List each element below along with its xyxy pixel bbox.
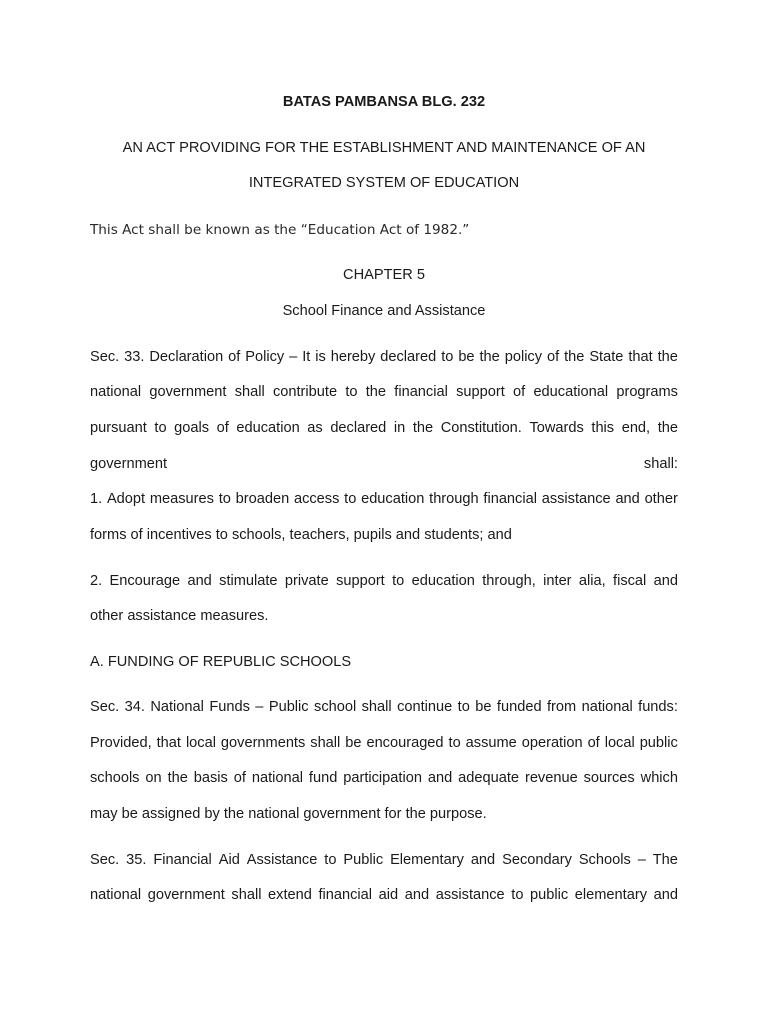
item1-line: forms of incentives to schools, teachers, pupils and students; and <box>90 527 512 543</box>
word: to <box>344 491 357 507</box>
item1-line <box>90 490 678 508</box>
word: encouraged <box>366 735 444 751</box>
act-subtitle-line-2: INTEGRATED SYSTEM OF EDUCATION <box>248 175 520 191</box>
word: Elementary <box>390 852 464 868</box>
word: Sec. <box>90 852 120 868</box>
word: to <box>154 420 167 436</box>
word: education <box>411 573 475 589</box>
word: policy <box>504 349 543 365</box>
word: National <box>150 699 204 715</box>
word: pursuant <box>90 420 147 436</box>
word: and <box>427 770 453 786</box>
word: support <box>456 384 505 400</box>
word: Financial <box>153 852 212 868</box>
word: funds: <box>638 699 678 715</box>
word: and <box>653 887 678 903</box>
word: financial <box>394 384 448 400</box>
word: to <box>324 852 337 868</box>
word: other <box>644 491 678 507</box>
word: education <box>361 491 425 507</box>
word: 2. <box>90 573 103 589</box>
item2-line: other assistance measures. <box>90 608 269 624</box>
sec34-line <box>90 698 678 716</box>
word: continue <box>397 699 453 715</box>
word: assume <box>465 735 517 751</box>
word: support <box>336 573 385 589</box>
word: through <box>429 491 479 507</box>
word: of <box>228 349 241 365</box>
sec34-line <box>90 734 678 752</box>
word: 33. <box>124 349 145 365</box>
word: end, <box>621 420 651 436</box>
word: be <box>345 735 362 751</box>
word: stimulate <box>219 573 278 589</box>
chapter-title: School Finance and Assistance <box>282 303 486 319</box>
word: of <box>216 420 229 436</box>
word: and <box>187 573 212 589</box>
word: to <box>457 699 470 715</box>
word: – <box>289 349 298 365</box>
sec35-line <box>90 886 678 904</box>
word: 34. <box>124 699 145 715</box>
word: government <box>149 384 227 400</box>
section-a-heading: A. FUNDING OF REPUBLIC SCHOOLS <box>90 654 352 670</box>
word: the <box>479 349 500 365</box>
word: to <box>345 384 358 400</box>
word: revenue <box>524 770 578 786</box>
word: the <box>167 770 188 786</box>
word: Funds <box>209 699 250 715</box>
word: government <box>147 887 225 903</box>
word: on <box>145 770 162 786</box>
word: that <box>156 735 181 751</box>
word: of <box>233 770 246 786</box>
word: – <box>637 852 646 868</box>
sec34-line <box>90 769 678 787</box>
word: participation <box>343 770 422 786</box>
word: shall <box>361 699 392 715</box>
word: funded <box>496 699 542 715</box>
sec33-line <box>90 455 678 473</box>
word: shall <box>231 887 262 903</box>
sec35-line <box>90 851 678 869</box>
word: governments <box>220 735 306 751</box>
sec33-word: government <box>90 456 168 472</box>
word: sources <box>583 770 635 786</box>
word: basis <box>193 770 228 786</box>
word: elementary <box>574 887 647 903</box>
word: financial <box>318 887 373 903</box>
word: which <box>640 770 678 786</box>
word: national <box>90 384 142 400</box>
word: adequate <box>458 770 520 786</box>
word: national <box>581 699 633 715</box>
word: to <box>218 491 231 507</box>
word: fiscal <box>613 573 647 589</box>
word: Constitution. <box>440 420 522 436</box>
sec33-line <box>90 383 678 401</box>
item2-line <box>90 572 678 590</box>
word: be <box>475 699 492 715</box>
word: The <box>652 852 678 868</box>
word: to <box>392 573 405 589</box>
word: shall <box>234 384 265 400</box>
word: shall <box>310 735 341 751</box>
word: and <box>404 887 430 903</box>
word: alia, <box>578 573 606 589</box>
word: inter <box>543 573 572 589</box>
word: the <box>412 420 434 436</box>
act-subtitle-line-1: AN ACT PROVIDING FOR THE ESTABLISHMENT AND MAINTENANCE OF AN <box>122 140 646 156</box>
word: from <box>546 699 577 715</box>
sec33-line <box>90 348 678 366</box>
word: the <box>657 420 678 436</box>
word: of <box>513 384 526 400</box>
word: Policy <box>245 349 285 365</box>
sec33-line <box>90 419 678 437</box>
word: broaden <box>235 491 290 507</box>
chapter-heading: CHAPTER 5 <box>343 267 425 283</box>
word: private <box>284 573 329 589</box>
word: the <box>657 349 678 365</box>
word: and <box>615 491 640 507</box>
word: be <box>458 349 475 365</box>
word: that <box>628 349 653 365</box>
word: financial <box>483 491 537 507</box>
word: State <box>589 349 624 365</box>
short-title: This Act shall be known as the “Education Act of 1982.” <box>90 222 470 238</box>
word: and <box>470 852 496 868</box>
word: school <box>314 699 357 715</box>
word: Assistance <box>246 852 318 868</box>
word: public <box>530 887 569 903</box>
word: assistance <box>435 887 505 903</box>
word: assistance <box>541 491 611 507</box>
word: contribute <box>272 384 338 400</box>
word: of <box>546 349 560 365</box>
word: education <box>236 420 300 436</box>
word: educational <box>533 384 609 400</box>
word: Secondary <box>502 852 572 868</box>
word: public <box>639 735 678 751</box>
word: programs <box>616 384 678 400</box>
word: Public <box>343 852 384 868</box>
word: the <box>564 349 585 365</box>
word: to <box>448 735 461 751</box>
word: of <box>587 735 600 751</box>
word: to <box>441 349 454 365</box>
word: measures <box>149 491 214 507</box>
word: goals <box>174 420 210 436</box>
word: fund <box>308 770 338 786</box>
sec34-line: may be assigned by the national government for the purpose. <box>90 806 487 822</box>
word: Adopt <box>106 491 146 507</box>
word: hereby <box>330 349 376 365</box>
word: declared <box>380 349 437 365</box>
word: as <box>307 420 323 436</box>
word: national <box>251 770 303 786</box>
word: Aid <box>218 852 240 868</box>
word: the <box>365 384 387 400</box>
word: this <box>591 420 615 436</box>
word: Public <box>268 699 309 715</box>
word: Encourage <box>109 573 181 589</box>
word: It <box>302 349 311 365</box>
document-title: BATAS PAMBANSA BLG. 232 <box>282 94 486 110</box>
word: in <box>393 420 406 436</box>
word: aid <box>378 887 399 903</box>
word: local <box>185 735 216 751</box>
word: declared <box>330 420 387 436</box>
sec33-word: shall: <box>643 456 678 472</box>
word: through, <box>482 573 536 589</box>
word: Schools <box>578 852 631 868</box>
word: to <box>511 887 524 903</box>
word: 1. <box>90 491 103 507</box>
word: schools <box>90 770 140 786</box>
word: 35. <box>126 852 147 868</box>
word: national <box>90 887 142 903</box>
word: local <box>604 735 635 751</box>
word: Towards <box>529 420 584 436</box>
word: and <box>653 573 678 589</box>
word: – <box>255 699 264 715</box>
word: Sec. <box>90 349 120 365</box>
word: is <box>315 349 326 365</box>
word: operation <box>521 735 583 751</box>
word: Declaration <box>149 349 224 365</box>
word: Provided, <box>90 735 152 751</box>
word: Sec. <box>90 699 120 715</box>
word: access <box>293 491 340 507</box>
word: extend <box>268 887 312 903</box>
